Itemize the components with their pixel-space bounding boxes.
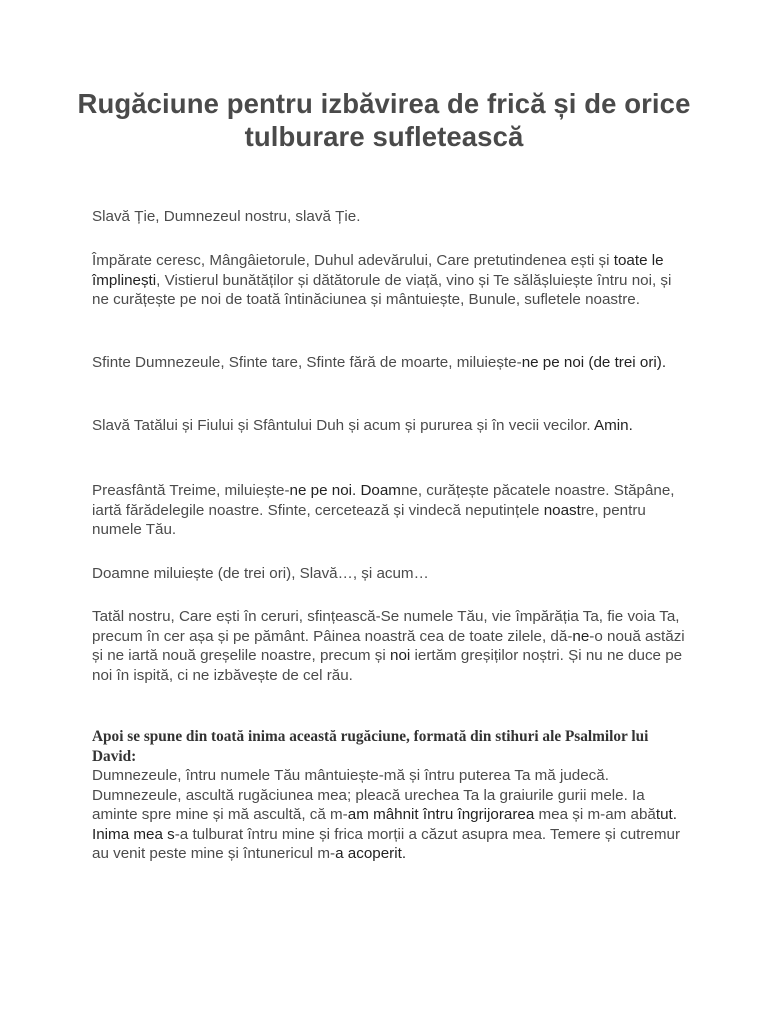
paragraph-text: Slavă Tatălui și Fiului și Sfântului Duh și acum și pururea și în vecii vecilor. (92, 417, 594, 434)
paragraph-text: , Vistierul bunătăților și dătătorule de viață, vino și Te sălășluiește întru noi, și ne curățește pe noi de toată întinăciunea și mântuiește, Bunule, sufletele noastre. (92, 271, 672, 308)
paragraph-lead: Apoi se spune din toată inima această rugăciune, formată din stihuri ale Psalmilor lui David: (92, 728, 649, 765)
paragraph-emphasis: ne pe noi (de trei ori). (521, 354, 667, 371)
paragraph-text: re, pentru numele Tău. (92, 501, 646, 538)
paragraph-text: Dumnezeule, întru numele Tău mântuiește-mă și întru puterea Ta mă judecă. Dumnezeule, ascultă rugăciunea mea; pleacă urechea Ta la graiurile gurii mele. Ia aminte spre mine și mă ascultă, că m- (92, 767, 645, 823)
paragraph-text: Împărate ceresc, Mângâietorule, Duhul adevărului, Care pretutindenea ești și (92, 252, 614, 269)
document-title: Rugăciune pentru izbăvirea de frică și de orice tulburare sufletească (77, 88, 691, 152)
paragraph-text: iertăm greșiților noștri. Și nu ne duce pe noi în ispită, ci ne izbăvește de cel rău. (92, 647, 683, 684)
paragraph-holy-trinity (92, 481, 692, 540)
paragraph-text: ne, curățește păcatele noastre. Stăpâne, iartă fărădelegile noastre. Sfinte, cercetează și vindecă neputințele (92, 482, 675, 519)
paragraph-emphasis: a acoperit. (335, 845, 407, 862)
paragraph-emphasis: tut. Inima mea s (92, 806, 677, 843)
paragraph-emphasis: toate le împlinești (92, 252, 664, 289)
paragraph-text: -o nouă astăzi și ne iartă nouă greșelile noastre, precum și (92, 627, 685, 664)
paragraph-text: Sfinte Dumnezeule, Sfinte tare, Sfinte fără de moarte, miluiește- (92, 354, 522, 371)
paragraph-glory (92, 416, 692, 436)
paragraph-our-father (92, 607, 692, 685)
paragraph-psalm-prayer (92, 727, 692, 864)
paragraph-heavenly-king (92, 251, 692, 310)
paragraph-emphasis: am mâhnit întru îngrijorarea (347, 806, 535, 823)
paragraph-text: -a tulburat întru mine și frica morții a căzut asupra mea. Temere și cutremur au venit peste mine și întunericul m- (92, 825, 681, 862)
paragraph-text: Tatăl nostru, Care ești în ceruri, sfințească-Se numele Tău, vie împărăția Ta, fie voia Ta, precum în cer așa și pe pământ. Pâinea noastră cea de toate zilele, dă- (92, 608, 680, 645)
paragraph-body (92, 766, 692, 864)
paragraph-lord-have-mercy (92, 564, 692, 584)
paragraph-text: Slavă Ție, Dumnezeul nostru, slavă Ție. (92, 208, 361, 225)
paragraph-text: Preasfântă Treime, miluiește- (92, 482, 290, 499)
paragraph-emphasis: ne pe noi. Doam (289, 482, 401, 499)
paragraph-text: Doamne miluiește (de trei ori), Slavă…, și acum… (92, 565, 429, 582)
paragraph-emphasis: noast (543, 501, 581, 519)
paragraph-doxology (92, 207, 692, 227)
paragraph-emphasis: Amin. (593, 417, 633, 434)
paragraph-emphasis: noi (390, 647, 411, 664)
paragraph-text: mea și m-am abă (534, 806, 656, 823)
paragraph-trisagion (92, 353, 692, 373)
paragraph-emphasis: ne (572, 627, 590, 645)
